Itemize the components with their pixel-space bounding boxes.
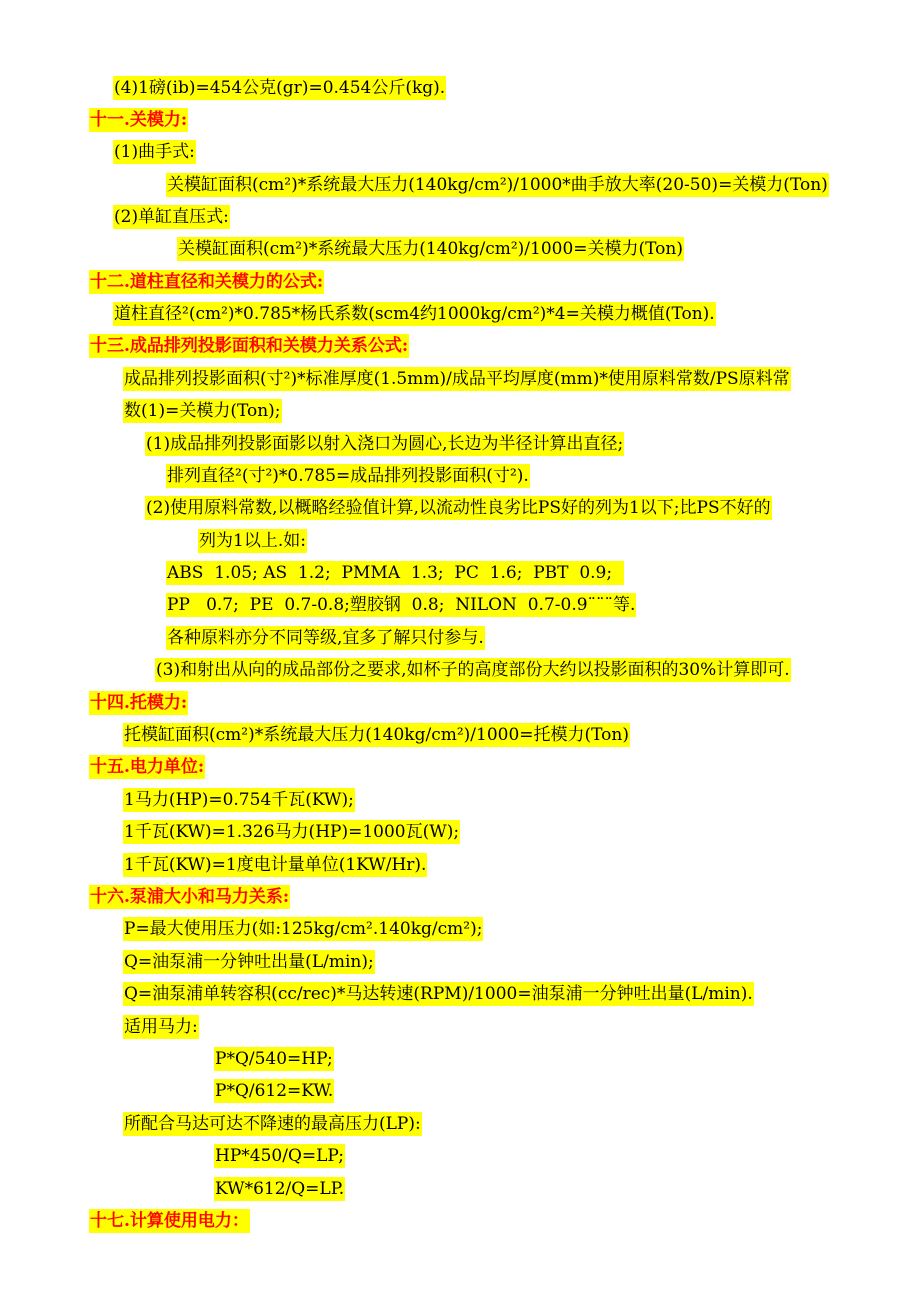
formula-line [123, 816, 460, 848]
formula-line [177, 233, 684, 265]
section-heading-17 [89, 1205, 250, 1237]
formula-line [123, 913, 483, 945]
highlighted-text: ABS 1.05; AS 1.2; PMMA 1.3; PC 1.6; PBT 0.9; [167, 563, 623, 583]
highlighted-text: 各种原料亦分不同等级,宜多了解只付参与. [167, 628, 484, 648]
text-line [113, 136, 196, 168]
highlighted-text: PP 0.7; PE 0.7-0.8;塑胶钢 0.8; NILON 0.7-0.9¨¨¨等. [167, 595, 636, 615]
highlighted-text: 道柱直径²(cm²)*0.785*杨氏系数(scm4约1000kg/cm²)*4=关模力概值(Ton). [114, 304, 715, 324]
formula-line [123, 849, 427, 881]
highlighted-text: Q=油泵浦单转容积(cc/rec)*马达转速(RPM)/1000=油泵浦一分钟吐出量(L/min). [124, 984, 753, 1004]
formula-line [123, 363, 791, 395]
formula-line [123, 784, 355, 816]
text-line [123, 1011, 199, 1043]
highlighted-text: 成品排列投影面积(寸²)*标准厚度(1.5mm)/成品平均厚度(mm)*使用原料常数/PS原料常 [124, 369, 790, 389]
highlighted-text: (2)单缸直压式: [114, 207, 229, 227]
highlighted-text: (3)和射出从向的成品部份之要求,如杯子的高度部份大约以投影面积的30%计算即可. [156, 660, 790, 680]
formula-line [166, 460, 530, 492]
highlighted-text: 排列直径²(寸²)*0.785=成品排列投影面积(寸²). [167, 466, 529, 486]
text-line [145, 492, 772, 524]
formula-line [166, 169, 829, 201]
highlighted-text: 托模缸面积(cm²)*系统最大压力(140kg/cm²)/1000=托模力(Ton) [124, 725, 630, 745]
formula-line [123, 946, 375, 978]
section-heading-12 [89, 266, 324, 298]
formula-line [123, 978, 754, 1010]
highlighted-text: 所配合马达可达不降速的最高压力(LP): [124, 1114, 421, 1134]
text-line [198, 525, 307, 557]
highlighted-text: 1马力(HP)=0.754千瓦(KW); [124, 790, 354, 810]
highlighted-text: (1)成品排列投影面影以射入浇口为圆心,长边为半径计算出直径; [146, 434, 624, 454]
highlighted-text: 1千瓦(KW)=1.326马力(HP)=1000瓦(W); [124, 822, 460, 842]
section-heading-15 [89, 751, 205, 783]
highlighted-text: 列为1以上.如: [199, 531, 306, 551]
highlighted-text: P*Q/540=HP; [215, 1049, 333, 1069]
formula-line [113, 298, 716, 330]
highlighted-text: 1千瓦(KW)=1度电计量单位(1KW/Hr). [124, 855, 427, 875]
highlighted-text: 关模缸面积(cm²)*系统最大压力(140kg/cm²)/1000*曲手放大率(20-50)=关模力(Ton) [167, 175, 828, 195]
highlighted-text: KW*612/Q=LP. [215, 1179, 345, 1199]
text-line [113, 72, 446, 104]
highlighted-text: (1)曲手式: [114, 142, 195, 162]
highlighted-text: 十四.托模力: [90, 693, 188, 713]
section-heading-16 [89, 881, 290, 913]
section-heading-14 [89, 687, 188, 719]
section-heading-13 [89, 330, 409, 362]
highlighted-text: (4)1磅(ib)=454公克(gr)=0.454公斤(kg). [114, 78, 446, 98]
text-line [113, 201, 230, 233]
material-constants-line [166, 557, 624, 589]
text-line [145, 428, 624, 460]
formula-line [214, 1140, 345, 1172]
highlighted-text: 数(1)=关模力(Ton); [124, 401, 281, 421]
highlighted-text: 十五.电力单位: [90, 757, 205, 777]
highlighted-text: 十一.关模力: [90, 110, 188, 130]
material-constants-line [166, 589, 636, 621]
formula-line [123, 395, 282, 427]
highlighted-text: 关模缸面积(cm²)*系统最大压力(140kg/cm²)/1000=关模力(Ton) [178, 239, 684, 259]
section-heading-11 [89, 104, 188, 136]
highlighted-text: Q=油泵浦一分钟吐出量(L/min); [124, 952, 374, 972]
formula-line [123, 719, 630, 751]
highlighted-text: HP*450/Q=LP; [215, 1146, 344, 1166]
highlighted-text: 十七.计算使用电力： [90, 1211, 249, 1231]
highlighted-text: P=最大使用压力(如:125kg/cm².140kg/cm²); [124, 919, 483, 939]
highlighted-text: P*Q/612=KW. [215, 1081, 334, 1101]
highlighted-text: 十三.成品排列投影面积和关模力关系公式: [90, 336, 409, 356]
formula-line [214, 1043, 334, 1075]
formula-line [214, 1173, 345, 1205]
text-line [123, 1108, 422, 1140]
text-line [166, 622, 485, 654]
highlighted-text: 十二.道柱直径和关模力的公式: [90, 272, 324, 292]
highlighted-text: 十六.泵浦大小和马力关系: [90, 887, 290, 907]
highlighted-text: 适用马力: [124, 1017, 198, 1037]
formula-line [214, 1075, 334, 1107]
text-line [155, 654, 791, 686]
highlighted-text: (2)使用原料常数,以概略经验值计算,以流动性良劣比PS好的列为1以下;比PS不好的 [146, 498, 771, 518]
